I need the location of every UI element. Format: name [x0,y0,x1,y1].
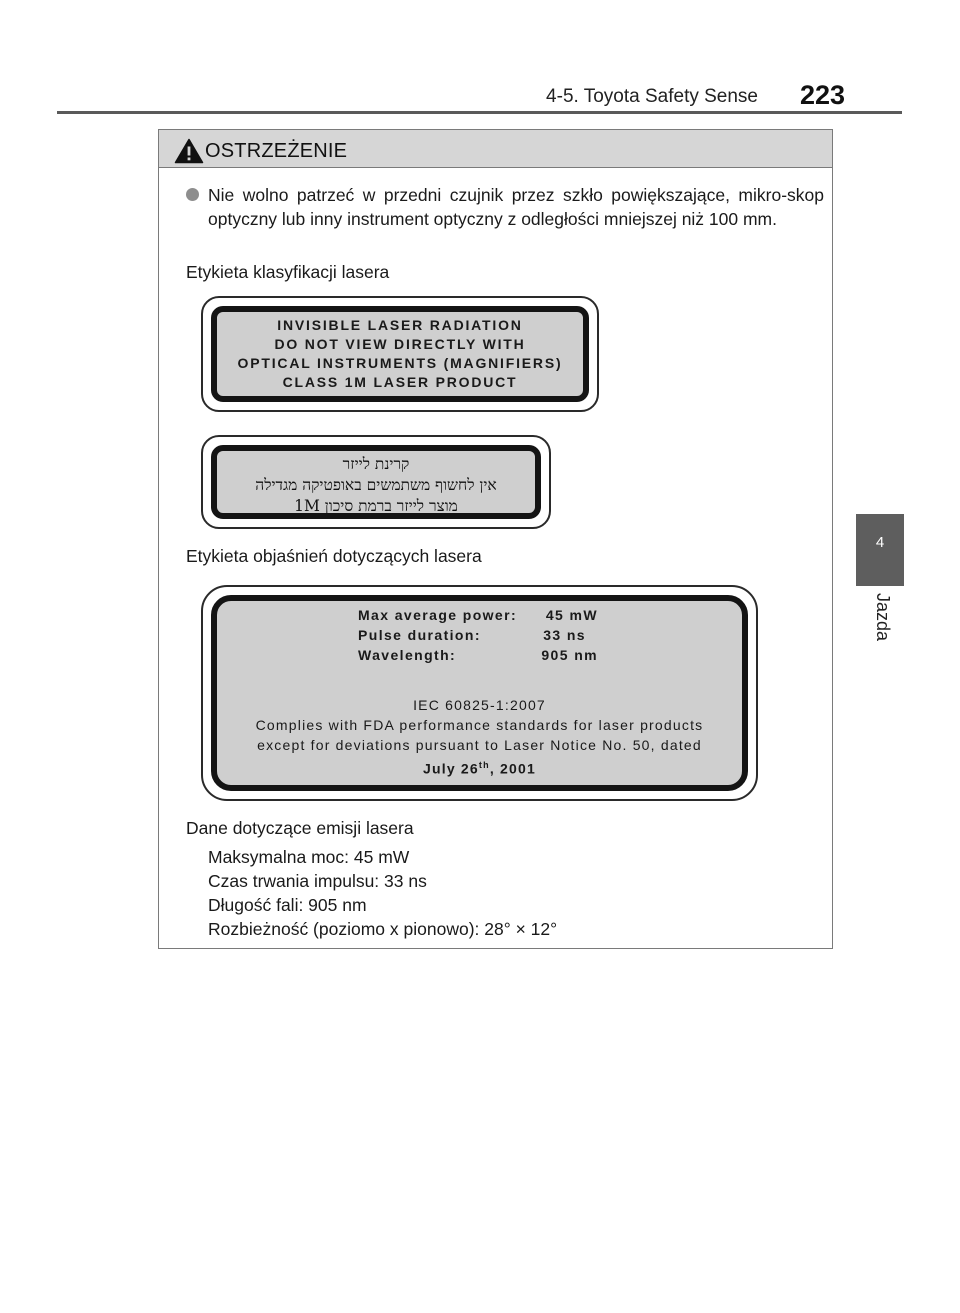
warning-triangle-icon [174,138,204,164]
label-he-line: אין לחשוף משתמשים באופטיקה מגדילה [255,476,497,494]
spec-value: 33 ns [543,627,586,643]
laser-label-english [201,296,599,412]
classification-heading: Etykieta klasyfikacji lasera [186,262,390,282]
standard-line: IEC 60825-1:2007 [413,697,546,713]
emission-data-line: Rozbieżność (poziomo x pionowo): 28° × 12° [208,919,558,939]
warning-box [158,129,833,949]
emission-heading: Dane dotyczące emisji lasera [186,818,414,838]
date-year: , 2001 [489,760,536,777]
spec-row-wavelength [358,645,598,665]
label-english-text [217,316,583,392]
spec-key: Max average power: [358,607,518,623]
bullet-icon [186,188,199,201]
label-en-line: INVISIBLE LASER RADIATION [277,317,523,333]
spec-row-power [358,605,598,625]
label-en-line: OPTICAL INSTRUMENTS (MAGNIFIERS) [237,355,563,371]
label-panel [211,445,541,519]
label-he-line: מוצר לייזר ברמת סיכון 1M [294,497,458,515]
chapter-label: Jazda [873,593,893,642]
spec-list [358,605,598,665]
page-header [0,0,960,115]
warning-bullet-text: Nie wolno patrzeć w przedni czujnik przez szkło powiększające, mikro-skop optyczny lub inny instrument optyczny z odległości mniejszej niż 100 mm. [208,185,824,229]
spec-value: 45 mW [545,607,598,623]
standard-text [217,695,742,755]
page-number: 223 [800,80,846,110]
chapter-tab [856,514,904,586]
emission-data-line: Maksymalna moc: 45 mW [208,847,410,867]
label-panel [211,306,589,402]
section-title: 4-5. Toyota Safety Sense [546,86,758,107]
emission-data-line: Czas trwania impulsu: 33 ns [208,871,427,891]
label-hebrew-text [217,454,535,517]
compliance-line: Complies with FDA performance standards for laser products [255,717,704,733]
emission-data-line: Długość fali: 905 nm [208,895,367,915]
label-he-line: קרינת לייזר [342,455,410,473]
spec-value: 905 nm [541,647,598,663]
notice-date [217,755,742,779]
spec-key: Pulse duration: [358,627,481,643]
warning-title: OSTRZEŻENIE [205,140,348,162]
date-suffix: th [478,760,490,770]
spec-key: Wavelength: [358,647,457,663]
chapter-number: 4 [875,534,885,551]
compliance-line: except for deviations pursuant to Laser Notice No. 50, dated [257,737,702,753]
label-panel [211,595,748,791]
warning-header [159,130,832,168]
laser-spec-label [201,585,758,801]
header-divider [57,111,902,114]
label-en-line: CLASS 1M LASER PRODUCT [282,374,518,390]
date-text: July 26 [423,760,479,777]
laser-label-hebrew [201,435,551,529]
spec-row-pulse [358,625,598,645]
explanation-heading: Etykieta objaśnień dotyczących lasera [186,546,482,566]
chapter-label-container [860,593,900,653]
label-en-line: DO NOT VIEW DIRECTLY WITH [274,336,526,352]
